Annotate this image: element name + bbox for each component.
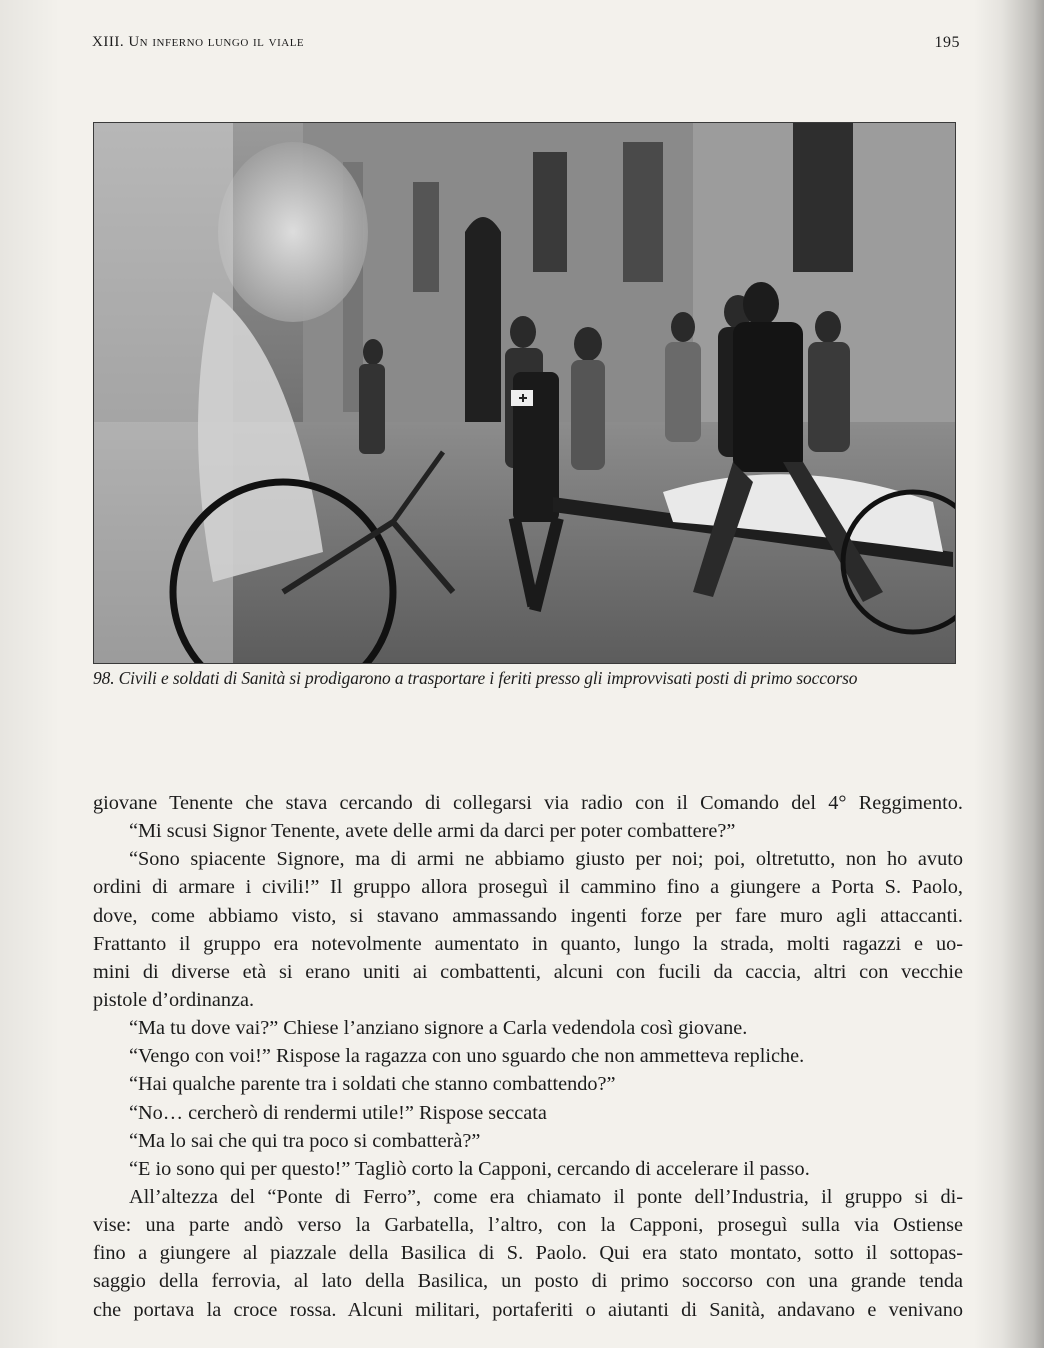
text-line: “Mi scusi Signor Tenente, avete delle armi da darci per poter combattere?”	[129, 820, 736, 843]
text-line: “Ma tu dove vai?” Chiese l’anziano signore a Carla vedendola così giovane.	[129, 1017, 748, 1040]
page-edge-shadow-left	[0, 0, 60, 1348]
figure-caption: 98. Civili e soldati di Sanità si prodigarono a trasportare i feriti presso gli improvvisati posti di primo soccorso	[93, 668, 858, 688]
chapter-title: XIII. Un inferno lungo il viale	[92, 34, 305, 50]
body-text	[93, 789, 963, 1324]
historical-photograph	[93, 122, 956, 664]
text-line: “E io sono qui per questo!” Tagliò corto la Capponi, cercando di accelerare il passo.	[129, 1157, 810, 1180]
text-line: vise: una parte andò verso la Garbatella, l’altro, con la Capponi, proseguì sulla via Ostiense	[93, 1214, 963, 1237]
page-curl-shadow	[974, 0, 1044, 1348]
text-line: giovane Tenente che stava cercando di collegarsi via radio con il Comando del 4° Reggimento.	[93, 792, 963, 814]
text-line: ordini di armare i civili!” Il gruppo allora proseguì il cammino fino a giungere a Porta S. Paolo,	[93, 876, 963, 899]
text-line: “Sono spiacente Signore, ma di armi ne abbiamo giusto per noi; poi, oltretutto, non ho avuto	[129, 848, 963, 871]
text-line: “No… cercherò di rendermi utile!” Rispose seccata	[129, 1101, 547, 1124]
text-line: saggio della ferrovia, al lato della Basilica, un posto di primo soccorso con una grande tenda	[93, 1270, 963, 1293]
text-line: “Vengo con voi!” Rispose la ragazza con uno sguardo che non ammetteva repliche.	[129, 1045, 805, 1068]
text-line: che portava la croce rossa. Alcuni militari, portaferiti o aiutanti di Sanità, andavano e venivano	[93, 1298, 963, 1321]
text-line: fino a giungere al piazzale della Basilica di S. Paolo. Qui era stato montato, sotto il sottopas-	[93, 1242, 963, 1265]
page-number: 195	[934, 34, 960, 51]
text-line: Frattanto il gruppo era notevolmente aumentato in quanto, lungo la strada, molti ragazzi e uo-	[93, 932, 963, 955]
text-line: “Ma lo sai che qui tra poco si combatterà?”	[129, 1129, 481, 1152]
running-head	[92, 34, 960, 54]
text-line: “Hai qualche parente tra i soldati che stanno combattendo?”	[129, 1073, 616, 1096]
text-line: mini di diverse età si erano uniti ai combattenti, alcuni con fucili da caccia, altri con vecchie	[93, 960, 963, 983]
text-line: All’altezza del “Ponte di Ferro”, come era chiamato il ponte dell’Industria, il gruppo si di-	[129, 1185, 963, 1208]
text-line: pistole d’ordinanza.	[93, 988, 255, 1011]
text-line: dove, come abbiamo visto, si stavano ammassando ingenti forze per fare muro agli attaccanti.	[93, 904, 963, 927]
